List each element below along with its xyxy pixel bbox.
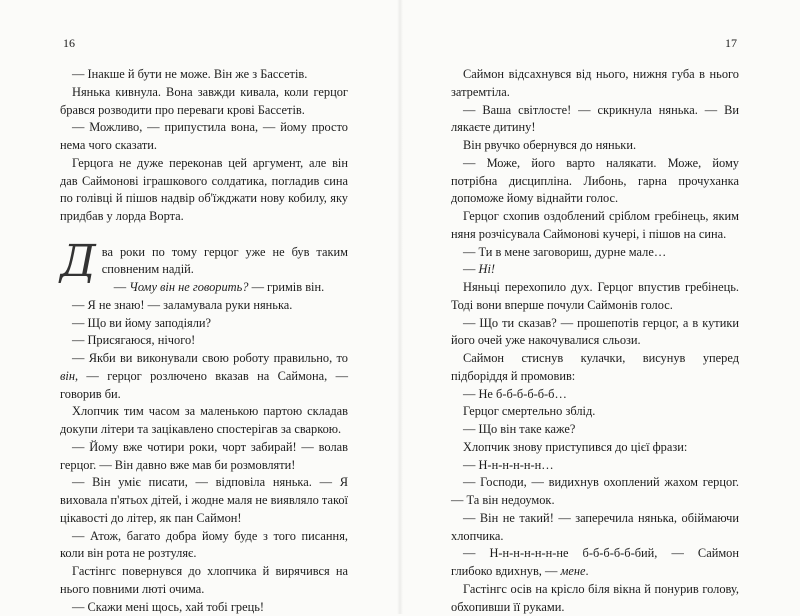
left-page: [0, 0, 400, 614]
paragraph-dropcap: [60, 244, 348, 280]
paragraph: — Він не такий! — заперечила нянька, обіймаючи хлопчика.: [451, 510, 739, 546]
paragraph: Нянька кивнула. Вона завжди кивала, коли герцог брався розводити про переваги крові Бассетів.: [60, 84, 348, 120]
paragraph: Хлопчик знову приступився до цієї фрази:: [451, 439, 739, 457]
paragraph: — Чому він не говорить? — гримів він.: [60, 279, 348, 297]
paragraph: — Ти в мене заговориш, дурне мале…: [451, 244, 739, 262]
paragraph: — Н-н-н-н-н-н…: [451, 457, 739, 475]
italic-text: Ні!: [479, 262, 496, 276]
section-break: [60, 226, 348, 244]
paragraph: — Можливо, — припустила вона, — йому просто нема чого сказати.: [60, 119, 348, 155]
page-number-left: 16: [63, 36, 75, 50]
paragraph: [60, 350, 348, 403]
paragraph: Саймон стиснув кулачки, висунув уперед підборіддя й промовив:: [451, 350, 739, 386]
paragraph: — Що він таке каже?: [451, 421, 739, 439]
paragraph: — Що ви йому заподіяли?: [60, 315, 348, 333]
paragraph: Саймон відсахнувся від нього, нижня губа в нього затремтіла.: [451, 66, 739, 102]
paragraph: — Я не знаю! — заламувала руки нянька.: [60, 297, 348, 315]
paragraph: — Може, його варто налякати. Може, йому потрібна дисципліна. Либонь, гарна прочуханка допоможе йому віднайти голос.: [451, 155, 739, 208]
paragraph: Герцога не дуже переконав цей аргумент, але він дав Саймонові іграшкового солдатика, погладив сина по голівці й пішов надвір об'їжджати нову кобилу, яку придбав у лорда Ворта.: [60, 155, 348, 226]
paragraph: Хлопчик тим часом за маленькою партою складав докупи літери та зацікавлено спостерігав за сваркою.: [60, 403, 348, 439]
paragraph: Гастінгс осів на крісло біля вікна й понурив голову, обхопивши її руками.: [451, 581, 739, 616]
paragraph-text: — Н-н-н-н-н-н-не б-б-б-б-б-бий, — Саймон глибоко вдихнув, —: [451, 546, 739, 578]
paragraph: — Господи, — видихнув охоплений жахом герцог. — Та він недоумок.: [451, 474, 739, 510]
right-page-text: [451, 66, 739, 616]
paragraph-text: — гримів він.: [248, 280, 324, 294]
paragraph: — Скажи мені щось, хай тобі грець!: [60, 599, 348, 616]
paragraph: — Ні!: [451, 261, 739, 279]
right-page: [400, 0, 800, 614]
italic-text: мене: [560, 564, 585, 578]
dropcap-paragraph-text: ва роки по тому герцог уже не був таким сповненим надій.: [102, 245, 348, 277]
paragraph: — Атож, багато добра йому буде з того писання, коли він рота не розтуляє.: [60, 528, 348, 564]
left-page-text: [60, 66, 348, 616]
paragraph-text: .: [586, 564, 589, 578]
page-number-right: 17: [725, 36, 737, 50]
paragraph-text: , — герцог розлючено вказав на Саймона, — говорив би.: [60, 369, 348, 401]
paragraph: Герцог схопив оздоблений сріблом гребінець, яким няня розчісувала Саймонові кучері, і пішов на сина.: [451, 208, 739, 244]
italic-text: він: [60, 369, 75, 383]
paragraph: — Інакше й бути не може. Він же з Бассетів.: [60, 66, 348, 84]
paragraph: Гастінгс повернувся до хлопчика й вирячився на нього повними люті очима.: [60, 563, 348, 599]
paragraph: [451, 545, 739, 581]
paragraph: — Йому вже чотири роки, чорт забирай! — волав герцог. — Він давно вже мав би розмовляти!: [60, 439, 348, 475]
paragraph: — Що ти сказав? — прошепотів герцог, а в кутики його очей уже накочувалися сльози.: [451, 315, 739, 351]
paragraph: — Він уміє писати, — відповіла нянька. — Я виховала п'ятьох дітей, і жодне маля не виявляло такої цікавості до літер, як пан Саймон!: [60, 474, 348, 527]
paragraph-text: — Якби ви виконували свою роботу правильно, то: [72, 351, 348, 365]
paragraph: Герцог смертельно зблід.: [451, 403, 739, 421]
paragraph: — Присягаюся, нічого!: [60, 332, 348, 350]
paragraph: — Не б-б-б-б-б-б…: [451, 386, 739, 404]
paragraph: Він рвучко обернувся до няньки.: [451, 137, 739, 155]
italic-text: Чому він не говорить?: [129, 280, 248, 294]
paragraph: — Ваша світлосте! — скрикнула нянька. — Ви лякаєте дитину!: [451, 102, 739, 138]
drop-cap: Д: [60, 245, 96, 283]
paragraph: Няньці перехопило дух. Герцог впустив гребінець. Тоді вони вперше почули Саймонів голос.: [451, 279, 739, 315]
